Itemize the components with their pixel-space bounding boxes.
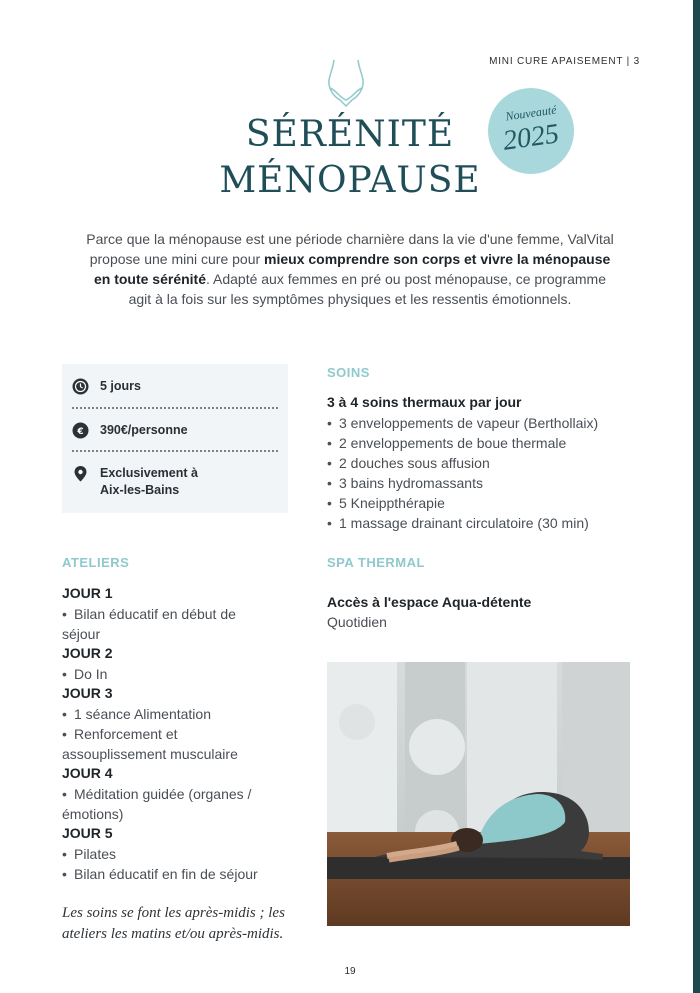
intro-bold: mieux comprendre son corps et vivre la ménopause en toute sérénité — [93, 251, 611, 287]
ateliers-title: ATELIERS — [62, 555, 130, 570]
bullet: • — [327, 495, 332, 511]
yoga-photo — [327, 662, 630, 926]
bullet: • — [327, 415, 332, 431]
info-card — [62, 364, 288, 513]
atelier-item — [62, 784, 251, 804]
atelier-item-text: Do In — [74, 666, 108, 682]
map-pin-icon — [72, 465, 89, 482]
atelier-item — [62, 804, 123, 824]
atelier-item — [62, 624, 100, 644]
bullet: • — [327, 515, 332, 531]
bullet: • — [62, 726, 67, 742]
atelier-item-text: émotions) — [62, 806, 124, 822]
day-heading: JOUR 2 — [62, 645, 113, 661]
location-line1: Exclusivement à — [100, 466, 198, 480]
euro-coin-icon — [72, 422, 89, 439]
badge-year: 2025 — [501, 118, 561, 157]
badge-label: Nouveauté — [504, 102, 558, 124]
soins-item-text: 2 enveloppements de boue thermale — [339, 435, 567, 451]
intro-paragraph — [86, 229, 614, 309]
footnote-line2: ateliers les matins et/ou après-midis. — [62, 926, 284, 942]
soins-item-text: 1 massage drainant circulatoire (30 min) — [339, 515, 589, 531]
spa-title: SPA THERMAL — [327, 555, 425, 570]
page-number: 19 — [344, 966, 356, 977]
atelier-item — [62, 744, 238, 764]
page-title-line1: SÉRÉNITÉ — [245, 114, 455, 155]
soins-item-text: 2 douches sous affusion — [339, 455, 490, 471]
location-line2: Aix-les-Bains — [100, 483, 180, 497]
svg-text:€: € — [77, 427, 84, 437]
atelier-item-text: Bilan éducatif en début de — [74, 606, 236, 622]
soins-title: SOINS — [327, 365, 370, 380]
bullet: • — [62, 606, 67, 622]
price-row — [72, 422, 278, 439]
day-heading: JOUR 5 — [62, 825, 113, 841]
bullet: • — [327, 475, 332, 491]
bullet: • — [62, 866, 67, 882]
clock-icon — [72, 378, 89, 395]
day-heading: JOUR 3 — [62, 685, 113, 701]
new-badge — [488, 88, 574, 174]
day-heading: JOUR 4 — [62, 765, 113, 781]
page-edge-bar — [693, 0, 700, 993]
atelier-item-text: Bilan éducatif en fin de séjour — [74, 866, 258, 882]
bullet: • — [62, 666, 67, 682]
location-row — [72, 465, 278, 499]
soins-list-item — [327, 473, 483, 493]
spa-subtext: Quotidien — [327, 614, 387, 630]
atelier-item-text: Renforcement et — [74, 726, 178, 742]
soins-list-item — [327, 413, 598, 433]
soins-list-item — [327, 433, 566, 453]
bullet: • — [62, 706, 67, 722]
price-text: 390€/personne — [100, 423, 188, 437]
intro-text-2: . Adapté aux femmes en pré ou post ménopause, ce programme agit à la fois sur les symptômes physiques et les ressentis émotionnels. — [128, 271, 607, 307]
soins-item-text: 3 bains hydromassants — [339, 475, 483, 491]
intro-text-1: Parce que la ménopause est une période charnière dans la vie d'une femme, ValVital propose une mini cure pour — [86, 231, 614, 267]
atelier-item-text: Pilates — [74, 846, 117, 862]
atelier-item — [62, 604, 236, 624]
divider — [72, 407, 278, 409]
soins-list-item — [327, 513, 589, 533]
atelier-item — [62, 704, 211, 724]
soins-item-text: 5 Kneippthérapie — [339, 495, 445, 511]
duration-row — [72, 378, 278, 395]
spa-heading: Accès à l'espace Aqua-détente — [327, 594, 532, 610]
atelier-item-text: séjour — [62, 626, 101, 642]
atelier-item — [62, 664, 107, 684]
atelier-item — [62, 844, 116, 864]
duration-text: 5 jours — [100, 379, 141, 393]
footnote — [62, 903, 302, 945]
location-text — [100, 465, 198, 499]
soins-list-item — [327, 453, 490, 473]
female-body-icon — [326, 58, 366, 108]
day-heading: JOUR 1 — [62, 585, 113, 601]
bullet: • — [62, 846, 67, 862]
soins-list-item — [327, 493, 445, 513]
bullet: • — [327, 455, 332, 471]
bullet: • — [62, 786, 67, 802]
bullet: • — [327, 435, 332, 451]
footnote-line1: Les soins se font les après-midis ; les — [62, 905, 285, 921]
page-title-line2: MÉNOPAUSE — [219, 160, 481, 201]
atelier-item — [62, 724, 178, 744]
atelier-item — [62, 864, 258, 884]
soins-item-text: 3 enveloppements de vapeur (Berthollaix) — [339, 415, 599, 431]
header-tag: MINI CURE APAISEMENT | 3 — [489, 56, 640, 67]
soins-heading: 3 à 4 soins thermaux par jour — [327, 394, 522, 410]
atelier-item-text: assouplissement musculaire — [62, 746, 238, 762]
atelier-item-text: Méditation guidée (organes / — [74, 786, 252, 802]
divider — [72, 450, 278, 452]
atelier-item-text: 1 séance Alimentation — [74, 706, 211, 722]
